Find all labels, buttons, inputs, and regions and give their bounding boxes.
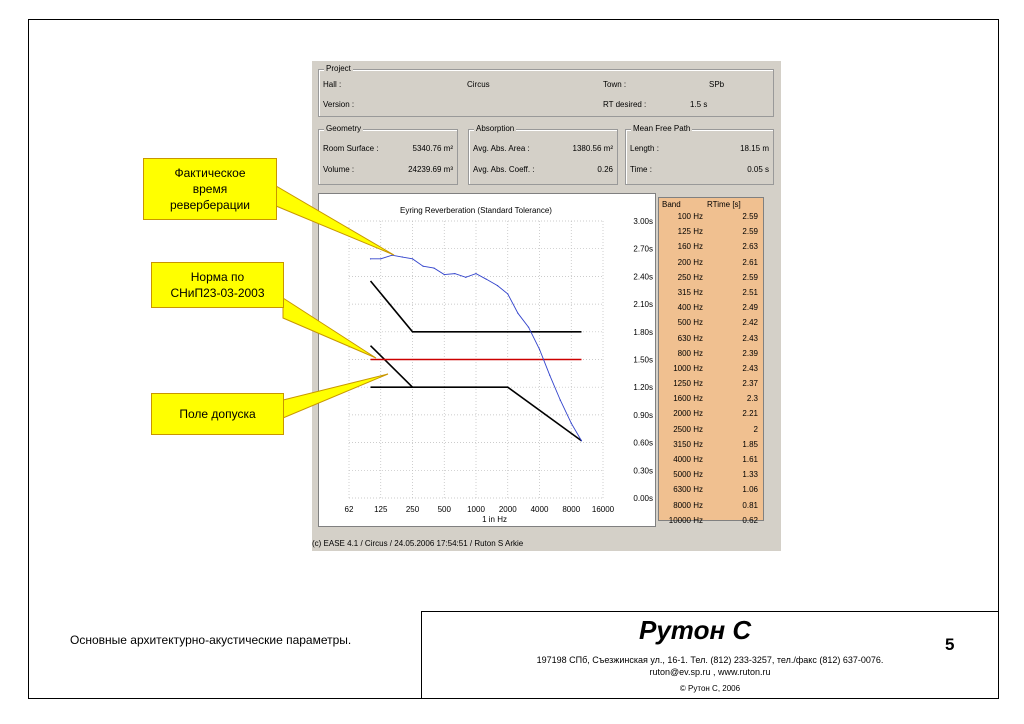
- mfp-group-title: Mean Free Path: [633, 124, 691, 133]
- rtime-cell: 2.59: [742, 212, 758, 221]
- rt-data-point: [380, 258, 381, 259]
- page-number: 5: [945, 635, 955, 654]
- band-cell: 630 Hz: [677, 333, 703, 343]
- y-tick-label: 3.00s: [633, 217, 653, 226]
- rt-data-point: [497, 285, 498, 286]
- rt-table-row: [659, 240, 763, 255]
- contacts-line: ruton@ev.sp.ru , www.ruton.ru: [649, 667, 771, 677]
- reverberation-chart: [318, 193, 656, 527]
- abs-area-value: 1380.56 m²: [572, 144, 613, 153]
- rt-data-point: [422, 266, 423, 267]
- callout-actual-line-2: время: [192, 182, 228, 196]
- rt-table-row: [659, 332, 763, 347]
- rt-data-point: [465, 277, 466, 278]
- y-tick-label: 0.60s: [633, 438, 653, 448]
- x-axis-label: 1 in Hz: [482, 515, 508, 524]
- town-value: SPb: [709, 80, 725, 89]
- rt-data-point: [560, 400, 561, 401]
- band-cell: 1000 Hz: [673, 363, 703, 373]
- band-cell: 250 Hz: [677, 272, 703, 282]
- rtime-cell: 0.81: [742, 500, 758, 510]
- rt-table-row: [659, 407, 763, 422]
- rt-data-point: [454, 273, 455, 274]
- band-cell: 2000 Hz: [673, 409, 703, 419]
- chart-svg: [319, 194, 655, 526]
- x-tick-label: 125: [374, 505, 388, 514]
- band-cell: 125 Hz: [677, 227, 703, 237]
- mfp-length-value: 18.15 m: [740, 144, 769, 153]
- mfp-time-label: Time :: [630, 165, 652, 174]
- rtime-cell: 2.61: [742, 257, 758, 267]
- band-cell: 1250 Hz: [673, 379, 703, 389]
- y-tick-label: 2.40s: [633, 272, 653, 282]
- band-cell: 3150 Hz: [673, 439, 703, 449]
- rtime-cell: 2.39: [742, 348, 758, 358]
- rtime-cell: 2.42: [742, 318, 758, 328]
- rt-table-header: [659, 198, 763, 210]
- rt-desired-label: RT desired :: [603, 100, 647, 109]
- rt-table-row: [659, 286, 763, 301]
- geometry-group: [318, 124, 458, 185]
- x-tick-label: 8000: [562, 505, 581, 514]
- rt-data-point: [528, 327, 529, 328]
- rtime-cell: 2.21: [742, 409, 758, 419]
- rt-data-point: [581, 440, 582, 441]
- abs-coeff-label: Avg. Abs. Coeff. :: [473, 165, 535, 174]
- rt-table-row: [659, 301, 763, 316]
- rtime-header: RTime [s]: [707, 200, 741, 209]
- room-surface-label: Room Surface :: [323, 144, 379, 153]
- rt-data-point: [412, 258, 413, 259]
- mfp-time-value: 0.05 s: [747, 165, 769, 174]
- rt-table-row: [659, 423, 763, 438]
- rt-data-point: [486, 279, 487, 280]
- rtime-cell: 2.59: [742, 227, 758, 237]
- rt-table-row: [659, 316, 763, 331]
- callout-tolerance-text: Поле допуска: [179, 407, 256, 421]
- rt-table-row: [659, 483, 763, 498]
- rt-data-point: [571, 423, 572, 424]
- abs-coeff-value: 0.26: [597, 165, 613, 174]
- rt-table-row: [659, 362, 763, 377]
- room-surface-value: 5340.76 m²: [412, 144, 453, 153]
- rt-table-row: [659, 499, 763, 514]
- band-cell: 200 Hz: [677, 257, 703, 267]
- band-cell: 315 Hz: [677, 287, 703, 297]
- rtime-cell: 2.3: [746, 394, 758, 404]
- callout-norm-line-2: СНиП23-03-2003: [170, 286, 265, 300]
- rt-data-point: [517, 313, 518, 314]
- band-cell: 400 Hz: [677, 303, 703, 313]
- band-cell: 4000 Hz: [673, 455, 703, 464]
- rtime-cell: 0.62: [742, 515, 758, 525]
- rt-table-row: [659, 210, 763, 225]
- rtime-cell: 2.63: [742, 242, 758, 252]
- y-tick-label: 2.70s: [633, 244, 653, 254]
- project-group-title: Project: [326, 64, 351, 73]
- y-tick-label: 0.90s: [633, 410, 653, 420]
- geometry-group-title: Geometry: [326, 124, 362, 133]
- rt-table-row: [659, 514, 763, 529]
- rt-data-point: [539, 349, 540, 350]
- rtime-cell: 2: [753, 424, 758, 434]
- rt-table-body: [659, 210, 763, 529]
- volume-label: Volume :: [323, 165, 355, 174]
- rt-table-row: [659, 256, 763, 271]
- rtime-cell: 1.85: [742, 439, 758, 449]
- rt-data-point: [475, 273, 476, 274]
- rt-table-row: [659, 225, 763, 240]
- band-cell: 160 Hz: [677, 242, 703, 252]
- rtime-cell: 2.43: [742, 333, 758, 343]
- callout-actual-line-1: Фактическое: [174, 166, 246, 180]
- band-cell: 800 Hz: [677, 348, 703, 358]
- rt-data-point: [507, 293, 508, 294]
- rt-table-row: [659, 377, 763, 392]
- callout-actual-rt: [143, 158, 277, 220]
- rt-data-point: [402, 256, 403, 257]
- rt-data-point: [391, 255, 392, 256]
- rtime-cell: 2.43: [742, 363, 758, 373]
- rt-data-point: [444, 274, 445, 275]
- rt-table-row: [659, 453, 763, 468]
- mean-free-path-group: [625, 124, 774, 185]
- abs-area-label: Avg. Abs. Area :: [473, 144, 530, 153]
- address-line: 197198 СПб, Съезжинская ул., 16-1. Тел. (812) 233-3257, тел./факс (812) 637-0076.: [536, 655, 884, 665]
- x-tick-label: 16000: [591, 505, 615, 514]
- band-cell: 100 Hz: [677, 212, 703, 221]
- callout-actual-line-3: реверберации: [170, 198, 250, 212]
- rt-table-row: [659, 271, 763, 286]
- rt-table-row: [659, 347, 763, 362]
- x-tick-label: 250: [405, 505, 420, 514]
- rtime-cell: 2.49: [742, 303, 758, 313]
- rt-table-row: [659, 438, 763, 453]
- tolerance-upper-line: [371, 281, 582, 332]
- band-cell: 6300 Hz: [673, 485, 703, 495]
- version-label: Version :: [323, 100, 355, 109]
- copyright: © Рутон С, 2006: [679, 684, 741, 693]
- ease-footer: (c) EASE 4.1 / Circus / 24.05.2006 17:54:51 / Ruton S Arkie: [312, 539, 524, 548]
- y-tick-label: 1.20s: [633, 383, 653, 393]
- callout-norm-line-1: Норма по: [190, 270, 245, 284]
- town-label: Town :: [603, 80, 627, 89]
- hall-value: Circus: [467, 80, 490, 89]
- band-cell: 1600 Hz: [673, 394, 703, 404]
- callout-norm: [151, 262, 284, 308]
- x-tick-label: 1000: [467, 505, 485, 514]
- rt-desired-value: 1.5 s: [690, 100, 708, 109]
- band-cell: 8000 Hz: [673, 500, 703, 510]
- rt-data-point: [370, 258, 371, 259]
- y-tick-label: 0.30s: [633, 466, 653, 476]
- volume-value: 24239.69 m³: [408, 165, 453, 174]
- ease-report-window: [312, 61, 781, 551]
- rt-data-point: [433, 267, 434, 268]
- absorption-group: [468, 124, 618, 185]
- rtime-cell: 2.51: [742, 287, 758, 297]
- chart-title: Eyring Reverberation (Standard Tolerance): [400, 206, 552, 215]
- rtime-cell: 2.37: [742, 379, 758, 389]
- rtime-cell: 2.59: [742, 272, 758, 282]
- slide-caption: Основные архитектурно-акустические параметры.: [70, 633, 352, 647]
- band-header: Band: [662, 200, 681, 209]
- rt-table: [658, 197, 764, 525]
- x-tick-label: 2000: [498, 505, 517, 514]
- rtime-cell: 1.06: [742, 485, 758, 495]
- x-tick-label: 62: [344, 505, 354, 514]
- x-tick-label: 4000: [530, 505, 549, 514]
- callout-tolerance: [151, 393, 284, 435]
- project-group: [318, 64, 774, 117]
- band-cell: 2500 Hz: [673, 424, 703, 434]
- rtime-cell: 1.61: [742, 455, 758, 464]
- y-tick-label: 0.00s: [633, 494, 653, 503]
- rt-data-point: [549, 375, 550, 376]
- mfp-length-label: Length :: [630, 144, 659, 153]
- absorption-group-title: Absorption: [476, 124, 515, 133]
- company-address: [421, 654, 999, 678]
- y-tick-label: 2.10s: [633, 300, 653, 310]
- x-tick-label: 500: [437, 505, 451, 514]
- y-tick-label: 1.50s: [633, 355, 653, 365]
- rt-table-row: [659, 468, 763, 483]
- company-name: Рутон С: [639, 615, 752, 645]
- rtime-cell: 1.33: [742, 470, 758, 480]
- hall-label: Hall :: [323, 80, 342, 89]
- band-cell: 500 Hz: [677, 318, 703, 328]
- y-tick-label: 1.80s: [633, 327, 653, 337]
- band-cell: 5000 Hz: [673, 470, 703, 480]
- band-cell: 10000 Hz: [668, 515, 703, 525]
- rt-table-row: [659, 392, 763, 407]
